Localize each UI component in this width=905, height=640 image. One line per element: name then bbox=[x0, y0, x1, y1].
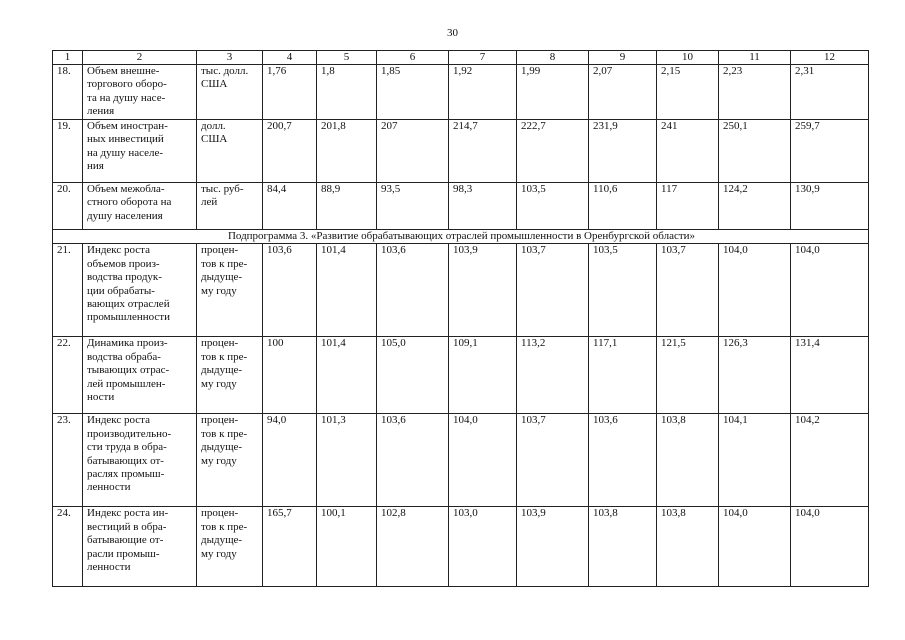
value-cell: 103,6 bbox=[263, 244, 317, 337]
value-cell: 117 bbox=[657, 183, 719, 230]
value-cell: 2,23 bbox=[719, 65, 791, 120]
table-row bbox=[53, 120, 869, 183]
value-cell: 201,8 bbox=[317, 120, 377, 183]
indicator-name-line: Объем иностран- bbox=[87, 120, 168, 132]
column-number: 12 bbox=[791, 51, 869, 65]
value-cell: 113,2 bbox=[517, 337, 589, 414]
column-number: 7 bbox=[449, 51, 517, 65]
value-cell: 165,7 bbox=[263, 507, 317, 587]
unit-line: му году bbox=[201, 454, 237, 467]
value-cell: 103,8 bbox=[589, 507, 657, 587]
table-row bbox=[53, 337, 869, 414]
value-cell: 100,1 bbox=[317, 507, 377, 587]
value-cell: 103,8 bbox=[657, 414, 719, 507]
indicator-name-line: стного оборота на bbox=[87, 196, 172, 209]
indicator-name-line: торгового оборо- bbox=[87, 78, 167, 91]
indicator-name bbox=[83, 183, 197, 230]
column-number: 5 bbox=[317, 51, 377, 65]
value-cell: 130,9 bbox=[791, 183, 869, 230]
value-cell: 126,3 bbox=[719, 337, 791, 414]
row-number: 22. bbox=[53, 337, 83, 414]
column-number: 1 bbox=[53, 51, 83, 65]
unit-line: дыдуще- bbox=[201, 534, 243, 547]
value-cell: 103,0 bbox=[449, 507, 517, 587]
table-row bbox=[53, 507, 869, 587]
section-row bbox=[53, 230, 869, 244]
value-cell: 103,9 bbox=[449, 244, 517, 337]
indicators-table bbox=[52, 50, 869, 587]
indicator-name-line: водства обраба- bbox=[87, 350, 161, 363]
indicator-name-line: ния bbox=[87, 160, 104, 173]
value-cell: 101,3 bbox=[317, 414, 377, 507]
row-number: 19. bbox=[53, 120, 83, 183]
indicator-name bbox=[83, 65, 197, 120]
unit-line: му году bbox=[201, 377, 237, 390]
indicator-name-line: Индекс роста bbox=[87, 414, 150, 427]
indicator-name-line: раслях промыш- bbox=[87, 468, 165, 481]
row-number: 23. bbox=[53, 414, 83, 507]
unit-line: лей bbox=[201, 196, 218, 209]
value-cell: 98,3 bbox=[449, 183, 517, 230]
value-cell: 105,0 bbox=[377, 337, 449, 414]
indicator-name-line: Объем межобла- bbox=[87, 183, 165, 195]
value-cell: 117,1 bbox=[589, 337, 657, 414]
value-cell: 104,2 bbox=[791, 414, 869, 507]
value-cell: 104,0 bbox=[791, 507, 869, 587]
unit-line: тыс. долл. bbox=[201, 65, 249, 77]
value-cell: 109,1 bbox=[449, 337, 517, 414]
unit-of-measure bbox=[197, 337, 263, 414]
indicator-name bbox=[83, 414, 197, 507]
column-number: 10 bbox=[657, 51, 719, 65]
value-cell: 94,0 bbox=[263, 414, 317, 507]
section-body bbox=[53, 230, 869, 244]
indicator-name-line: вестиций в обра- bbox=[87, 520, 167, 533]
row-number: 20. bbox=[53, 183, 83, 230]
indicator-name-line: производительно- bbox=[87, 427, 172, 440]
indicator-name-line: Динамика произ- bbox=[87, 337, 168, 350]
value-cell: 200,7 bbox=[263, 120, 317, 183]
indicator-name bbox=[83, 337, 197, 414]
table-row bbox=[53, 244, 869, 337]
unit-of-measure bbox=[197, 120, 263, 183]
value-cell: 1,85 bbox=[377, 65, 449, 120]
value-cell: 100 bbox=[263, 337, 317, 414]
unit-line: дыдуще- bbox=[201, 441, 243, 454]
indicator-name-line: ции обрабаты- bbox=[87, 284, 155, 297]
value-cell: 103,9 bbox=[517, 507, 589, 587]
value-cell: 214,7 bbox=[449, 120, 517, 183]
indicator-name bbox=[83, 244, 197, 337]
value-cell: 103,6 bbox=[589, 414, 657, 507]
value-cell: 103,6 bbox=[377, 244, 449, 337]
column-number: 8 bbox=[517, 51, 589, 65]
value-cell: 104,1 bbox=[719, 414, 791, 507]
value-cell: 110,6 bbox=[589, 183, 657, 230]
value-cell: 231,9 bbox=[589, 120, 657, 183]
indicator-name-line: душу населения bbox=[87, 209, 163, 222]
value-cell: 2,15 bbox=[657, 65, 719, 120]
column-number: 6 bbox=[377, 51, 449, 65]
indicator-name-line: Индекс роста bbox=[87, 244, 150, 257]
unit-line: тов к пре- bbox=[201, 257, 248, 270]
value-cell: 131,4 bbox=[791, 337, 869, 414]
unit-of-measure bbox=[197, 414, 263, 507]
indicator-name-line: ленности bbox=[87, 561, 131, 574]
value-cell: 241 bbox=[657, 120, 719, 183]
value-cell: 103,7 bbox=[517, 244, 589, 337]
value-cell: 103,7 bbox=[657, 244, 719, 337]
indicator-name bbox=[83, 120, 197, 183]
value-cell: 104,0 bbox=[719, 244, 791, 337]
value-cell: 121,5 bbox=[657, 337, 719, 414]
indicator-name-line: Объем внешне- bbox=[87, 65, 160, 77]
table-body-bottom bbox=[53, 244, 869, 587]
column-number: 3 bbox=[197, 51, 263, 65]
unit-line: тов к пре- bbox=[201, 520, 248, 533]
unit-line: тыс. руб- bbox=[201, 183, 244, 195]
value-cell: 104,0 bbox=[449, 414, 517, 507]
indicator-name-line: сти труда в обра- bbox=[87, 441, 167, 454]
value-cell: 102,8 bbox=[377, 507, 449, 587]
unit-of-measure bbox=[197, 183, 263, 230]
value-cell: 259,7 bbox=[791, 120, 869, 183]
indicator-name-line: ления bbox=[87, 105, 115, 118]
value-cell: 250,1 bbox=[719, 120, 791, 183]
column-number: 2 bbox=[83, 51, 197, 65]
indicator-name-line: расли промыш- bbox=[87, 547, 160, 560]
page-number: 30 bbox=[447, 27, 458, 39]
unit-line: процен- bbox=[201, 507, 239, 520]
indicator-name bbox=[83, 507, 197, 587]
row-number: 21. bbox=[53, 244, 83, 337]
value-cell: 84,4 bbox=[263, 183, 317, 230]
table-body-top bbox=[53, 51, 869, 230]
indicator-name-line: на душу населе- bbox=[87, 146, 164, 159]
unit-line: процен- bbox=[201, 337, 239, 350]
value-cell: 88,9 bbox=[317, 183, 377, 230]
indicator-name-line: лей промышлен- bbox=[87, 377, 166, 390]
value-cell: 1,92 bbox=[449, 65, 517, 120]
value-cell: 1,8 bbox=[317, 65, 377, 120]
indicator-name-line: объемов произ- bbox=[87, 257, 160, 270]
indicator-name-line: батывающих от- bbox=[87, 454, 164, 467]
indicator-name-line: тывающих отрас- bbox=[87, 364, 170, 377]
unit-of-measure bbox=[197, 507, 263, 587]
indicator-name-line: водства продук- bbox=[87, 271, 162, 284]
unit-line: процен- bbox=[201, 244, 239, 257]
column-numbers-row bbox=[53, 51, 869, 65]
value-cell: 93,5 bbox=[377, 183, 449, 230]
value-cell: 2,31 bbox=[791, 65, 869, 120]
indicator-name-line: ленности bbox=[87, 481, 131, 494]
value-cell: 2,07 bbox=[589, 65, 657, 120]
unit-line: му году bbox=[201, 547, 237, 560]
unit-line: му году bbox=[201, 284, 237, 297]
unit-line: долл. bbox=[201, 120, 226, 132]
indicator-name-line: Индекс роста ин- bbox=[87, 507, 169, 520]
column-number: 9 bbox=[589, 51, 657, 65]
indicator-name-line: промышленности bbox=[87, 311, 170, 324]
indicator-name-line: та на душу насе- bbox=[87, 91, 166, 104]
indicator-name-line: ности bbox=[87, 391, 115, 404]
table-row bbox=[53, 414, 869, 507]
unit-line: процен- bbox=[201, 414, 239, 427]
unit-line: тов к пре- bbox=[201, 427, 248, 440]
value-cell: 103,5 bbox=[517, 183, 589, 230]
unit-of-measure bbox=[197, 65, 263, 120]
value-cell: 1,99 bbox=[517, 65, 589, 120]
value-cell: 207 bbox=[377, 120, 449, 183]
unit-line: дыдуще- bbox=[201, 271, 243, 284]
column-number: 4 bbox=[263, 51, 317, 65]
unit-line: США bbox=[201, 133, 228, 146]
value-cell: 104,0 bbox=[791, 244, 869, 337]
value-cell: 222,7 bbox=[517, 120, 589, 183]
column-number: 11 bbox=[719, 51, 791, 65]
indicator-name-line: ных инвестиций bbox=[87, 133, 164, 146]
value-cell: 101,4 bbox=[317, 337, 377, 414]
unit-of-measure bbox=[197, 244, 263, 337]
value-cell: 103,7 bbox=[517, 414, 589, 507]
value-cell: 103,8 bbox=[657, 507, 719, 587]
value-cell: 124,2 bbox=[719, 183, 791, 230]
table-row bbox=[53, 65, 869, 120]
table-row bbox=[53, 183, 869, 230]
row-number: 24. bbox=[53, 507, 83, 587]
unit-line: тов к пре- bbox=[201, 350, 248, 363]
unit-line: дыдуще- bbox=[201, 364, 243, 377]
indicator-name-line: батывающие от- bbox=[87, 534, 164, 547]
subprogram-title: Подпрограмма 3. «Развитие обрабатывающих отраслей промышленности в Оренбургской области» bbox=[53, 230, 869, 244]
value-cell: 1,76 bbox=[263, 65, 317, 120]
indicator-name-line: вающих отраслей bbox=[87, 298, 170, 311]
value-cell: 103,6 bbox=[377, 414, 449, 507]
unit-line: США bbox=[201, 78, 228, 91]
value-cell: 103,5 bbox=[589, 244, 657, 337]
row-number: 18. bbox=[53, 65, 83, 120]
value-cell: 104,0 bbox=[719, 507, 791, 587]
value-cell: 101,4 bbox=[317, 244, 377, 337]
